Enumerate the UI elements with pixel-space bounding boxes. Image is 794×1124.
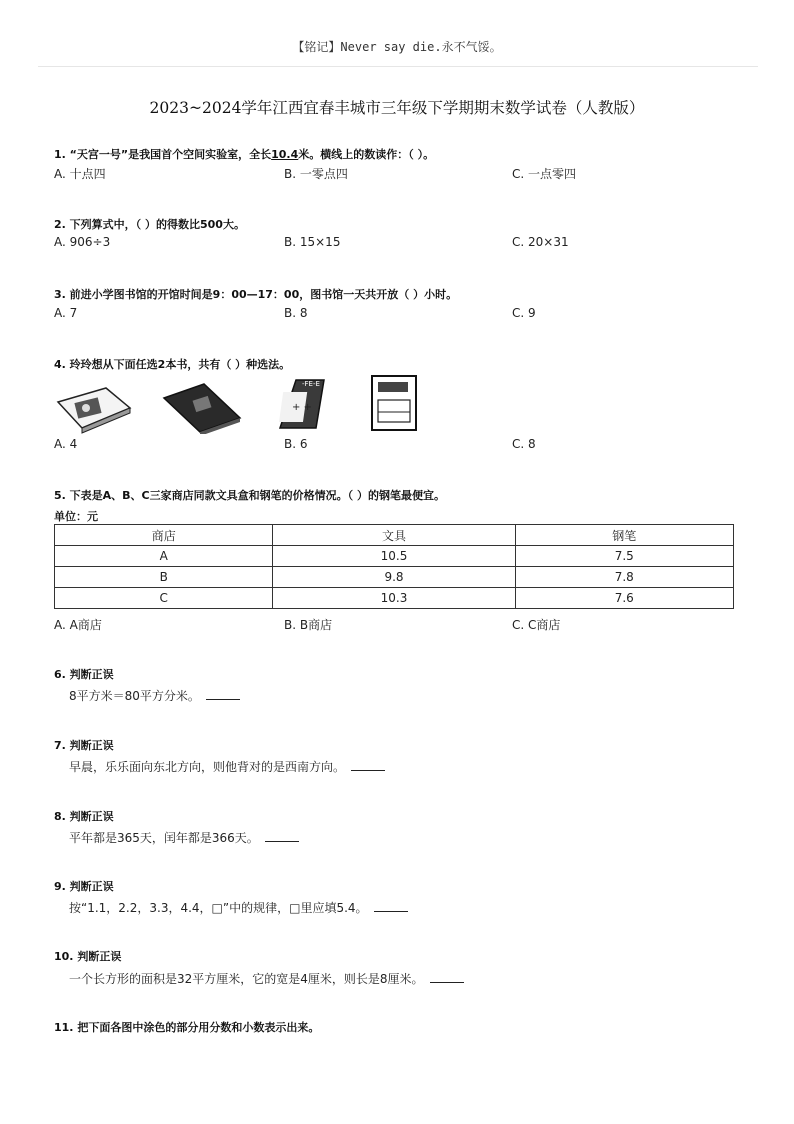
question-4-option-c: C. 8 — [512, 437, 536, 451]
question-6-stem: 6. 判断正误 — [54, 668, 114, 681]
table-cell: 10.5 — [273, 546, 515, 567]
question-2-option-a: A. 906÷3 — [54, 235, 111, 249]
page-title: 2023~2024学年江西宜春丰城市三年级下学期期末数学试卷（人教版） — [149, 99, 645, 117]
question-1-stem — [54, 146, 434, 162]
table-cell: 7.8 — [515, 567, 733, 588]
question-6-text: 8平方米＝80平方分米。 — [69, 689, 200, 703]
header-motto: 【铭记】Never say die.永不气馁。 — [292, 40, 502, 54]
answer-blank[interactable] — [351, 760, 385, 771]
table-cell: 10.3 — [273, 588, 515, 609]
table-unit-label: 单位：元 — [54, 510, 98, 523]
price-table — [54, 524, 734, 609]
question-2-option-c: C. 20×31 — [512, 235, 569, 249]
question-7-statement — [69, 758, 385, 775]
question-5-option-a: A. A商店 — [54, 618, 102, 632]
table-row — [55, 588, 734, 609]
question-3-option-c: C. 9 — [512, 306, 536, 320]
question-9-text: 按“1.1，2.2，3.3，4.4，□”中的规律，□里应填5.4。 — [69, 901, 368, 915]
table-header-cell: 钢笔 — [515, 525, 733, 546]
question-2-option-b: B. 15×15 — [284, 235, 341, 249]
table-row — [55, 567, 734, 588]
question-11-stem: 11. 把下面各图中涂色的部分用分数和小数表示出来。 — [54, 1021, 320, 1034]
question-1-option-c: C. 一点零四 — [512, 167, 577, 181]
question-7-text: 早晨，乐乐面向东北方向，则他背对的是西南方向。 — [69, 760, 346, 774]
question-5-option-c: C. C商店 — [512, 618, 561, 632]
table-header-row — [55, 525, 734, 546]
question-1-suffix: 米。横线上的数读作：（ ）。 — [298, 148, 435, 161]
question-10-text: 一个长方形的面积是32平方厘米，它的宽是4厘米，则长是8厘米。 — [69, 972, 424, 986]
question-8-stem: 8. 判断正误 — [54, 810, 114, 823]
question-4-stem: 4. 玲玲想从下面任选2本书，共有（ ）种选法。 — [54, 358, 291, 371]
question-4-option-a: A. 4 — [54, 437, 78, 451]
answer-blank[interactable] — [265, 831, 299, 842]
table-row — [55, 546, 734, 567]
svg-text:+ +: + + — [292, 402, 312, 413]
question-5-stem: 5. 下表是A、B、C三家商店同款文具盒和钢笔的价格情况。（ ）的钢笔最便宜。 — [54, 489, 445, 502]
question-1-option-a: A. 十点四 — [54, 167, 106, 181]
question-1-option-b: B. 一零点四 — [284, 167, 348, 181]
header-divider — [38, 66, 758, 67]
table-header-cell: 文具 — [273, 525, 515, 546]
table-cell: C — [55, 588, 273, 609]
book-3-cover-text: -FE-E — [302, 380, 320, 388]
question-1-underlined-number: 10.4 — [271, 148, 299, 161]
table-cell: 7.5 — [515, 546, 733, 567]
table-cell: B — [55, 567, 273, 588]
answer-blank[interactable] — [206, 689, 240, 700]
table-cell: 7.6 — [515, 588, 733, 609]
question-2-stem: 2. 下列算式中，（ ）的得数比500大。 — [54, 218, 245, 231]
question-5-option-b: B. B商店 — [284, 618, 333, 632]
table-cell: A — [55, 546, 273, 567]
answer-blank[interactable] — [374, 901, 408, 912]
question-3-option-b: B. 8 — [284, 306, 308, 320]
book-1-image — [58, 388, 130, 433]
book-3-image — [279, 380, 324, 428]
question-10-stem: 10. 判断正误 — [54, 950, 122, 963]
question-8-text: 平年都是365天，闰年都是366天。 — [69, 831, 259, 845]
question-7-stem: 7. 判断正误 — [54, 739, 114, 752]
table-header-cell: 商店 — [55, 525, 273, 546]
books-illustration — [54, 372, 454, 434]
question-9-statement — [69, 899, 408, 916]
question-1-prefix: 1. “天宫一号”是我国首个空间实验室，全长 — [54, 148, 272, 161]
question-4-option-b: B. 6 — [284, 437, 308, 451]
question-9-stem: 9. 判断正误 — [54, 880, 114, 893]
book-2-image — [164, 384, 240, 434]
question-3-option-a: A. 7 — [54, 306, 78, 320]
question-8-statement — [69, 829, 299, 846]
question-6-statement — [69, 687, 240, 704]
book-4-image — [372, 376, 416, 430]
question-3-stem: 3. 前进小学图书馆的开馆时间是9：00—17：00，图书馆一天共开放（ ）小时。 — [54, 288, 458, 301]
table-cell: 9.8 — [273, 567, 515, 588]
question-10-statement — [69, 970, 464, 987]
answer-blank[interactable] — [430, 972, 464, 983]
